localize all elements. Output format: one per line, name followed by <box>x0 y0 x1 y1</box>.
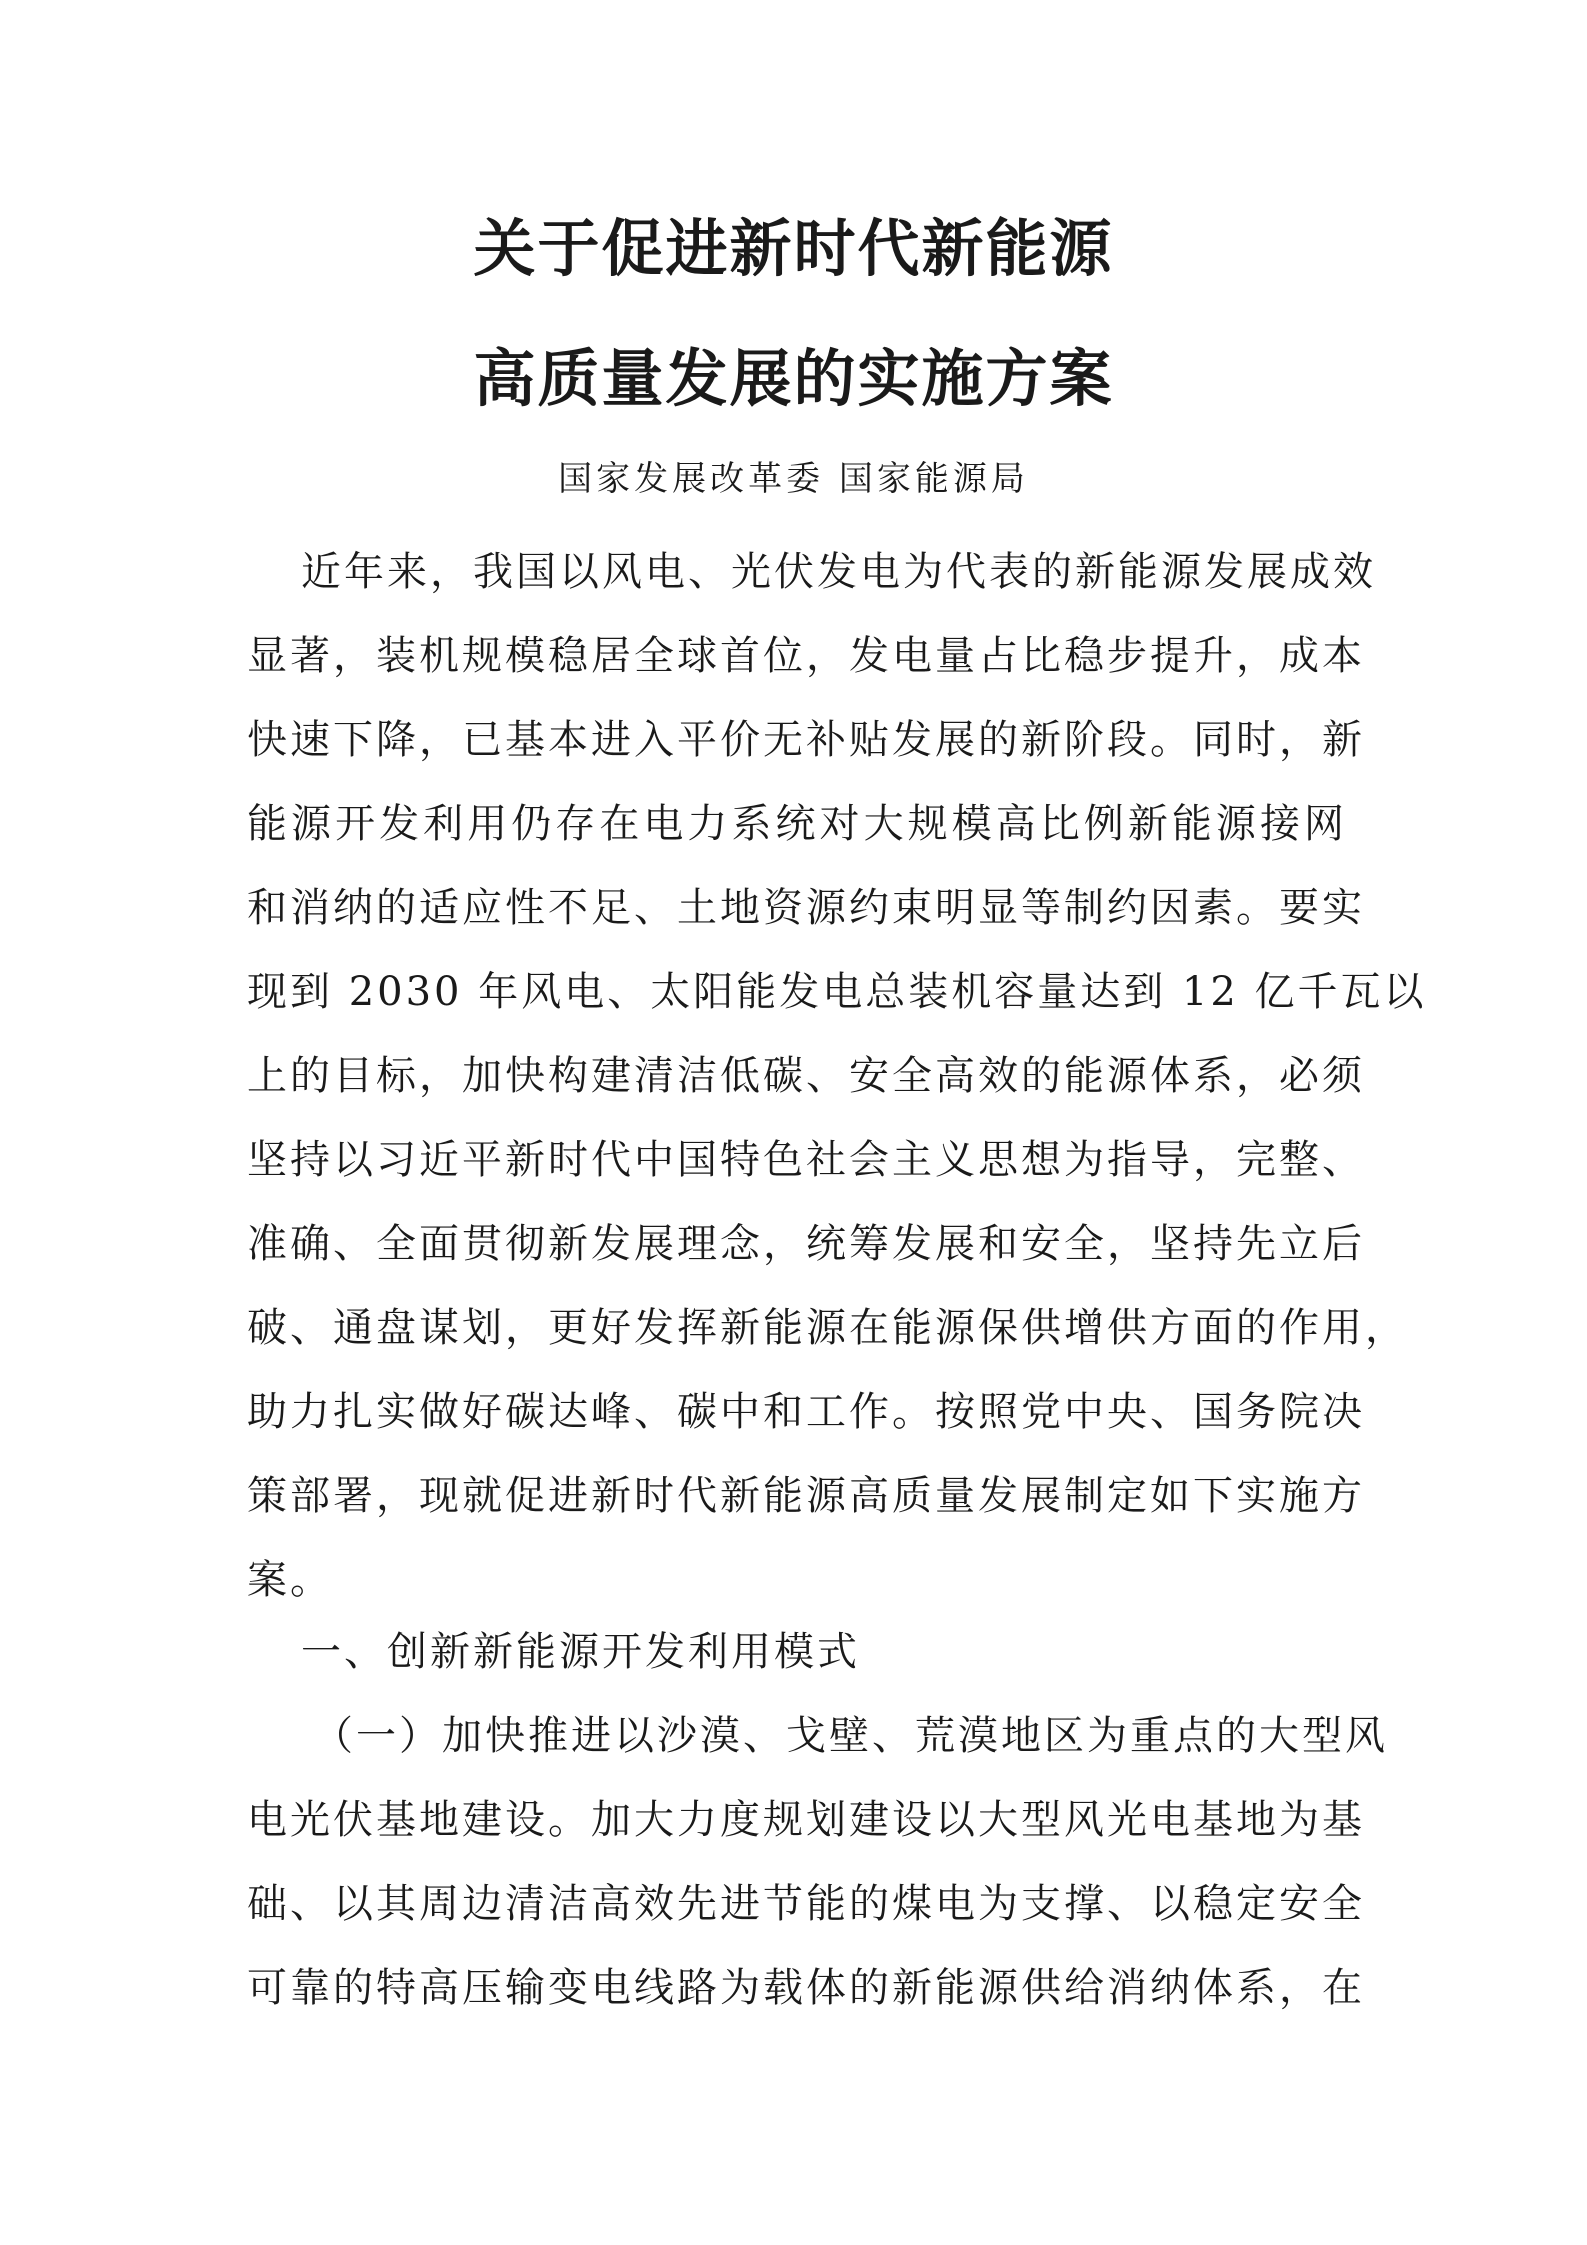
section-paragraph <box>247 1694 1388 2030</box>
paragraph-line: 破、通盘谋划，更好发挥新能源在能源保供增供方面的作用， <box>247 1305 1408 1351</box>
paragraph-line: （一）加快推进以沙漠、戈壁、荒漠地区为重点的大型风 <box>313 1713 1388 1759</box>
paragraph-line: 坚持以习近平新时代中国特色社会主义思想为指导，完整、 <box>247 1137 1365 1183</box>
paragraph-line: 准确、全面贯彻新发展理念，统筹发展和安全，坚持先立后 <box>247 1221 1365 1267</box>
paragraph-line: 策部署，现就促进新时代新能源高质量发展制定如下实施方 <box>247 1473 1365 1519</box>
intro-paragraph <box>247 530 1427 1622</box>
section-heading <box>247 1610 1347 1694</box>
paragraph-line: 上的目标，加快构建清洁低碳、安全高效的能源体系，必须 <box>247 1053 1365 1099</box>
document-title-line-1: 关于促进新时代新能源 <box>473 212 1114 285</box>
paragraph-line: 可靠的特高压输变电线路为载体的新能源供给消纳体系，在 <box>247 1965 1365 2011</box>
paragraph-line: 助力扎实做好碳达峰、碳中和工作。按照党中央、国务院决 <box>247 1389 1365 1435</box>
paragraph-line: 显著，装机规模稳居全球首位，发电量占比稳步提升，成本 <box>247 633 1365 679</box>
paragraph-line: 现到 2030 年风电、太阳能发电总装机容量达到 12 亿千瓦以 <box>247 969 1427 1015</box>
paragraph-line: 能源开发利用仍存在电力系统对大规模高比例新能源接网 <box>247 801 1347 847</box>
issuing-authorities: 国家发展改革委 国家能源局 <box>558 459 1029 499</box>
paragraph-line: 快速下降，已基本进入平价无补贴发展的新阶段。同时，新 <box>247 717 1365 763</box>
section-heading-text: 一、创新新能源开发利用模式 <box>301 1629 860 1675</box>
paragraph-line: 电光伏基地建设。加大力度规划建设以大型风光电基地为基 <box>247 1797 1365 1843</box>
paragraph-line: 础、以其周边清洁高效先进节能的煤电为支撑、以稳定安全 <box>247 1881 1365 1927</box>
paragraph-line: 案。 <box>247 1557 333 1603</box>
paragraph-line: 和消纳的适应性不足、土地资源约束明显等制约因素。要实 <box>247 885 1365 931</box>
paragraph-line: 近年来，我国以风电、光伏发电为代表的新能源发展成效 <box>301 549 1376 595</box>
document-title-line-2: 高质量发展的实施方案 <box>473 342 1114 415</box>
